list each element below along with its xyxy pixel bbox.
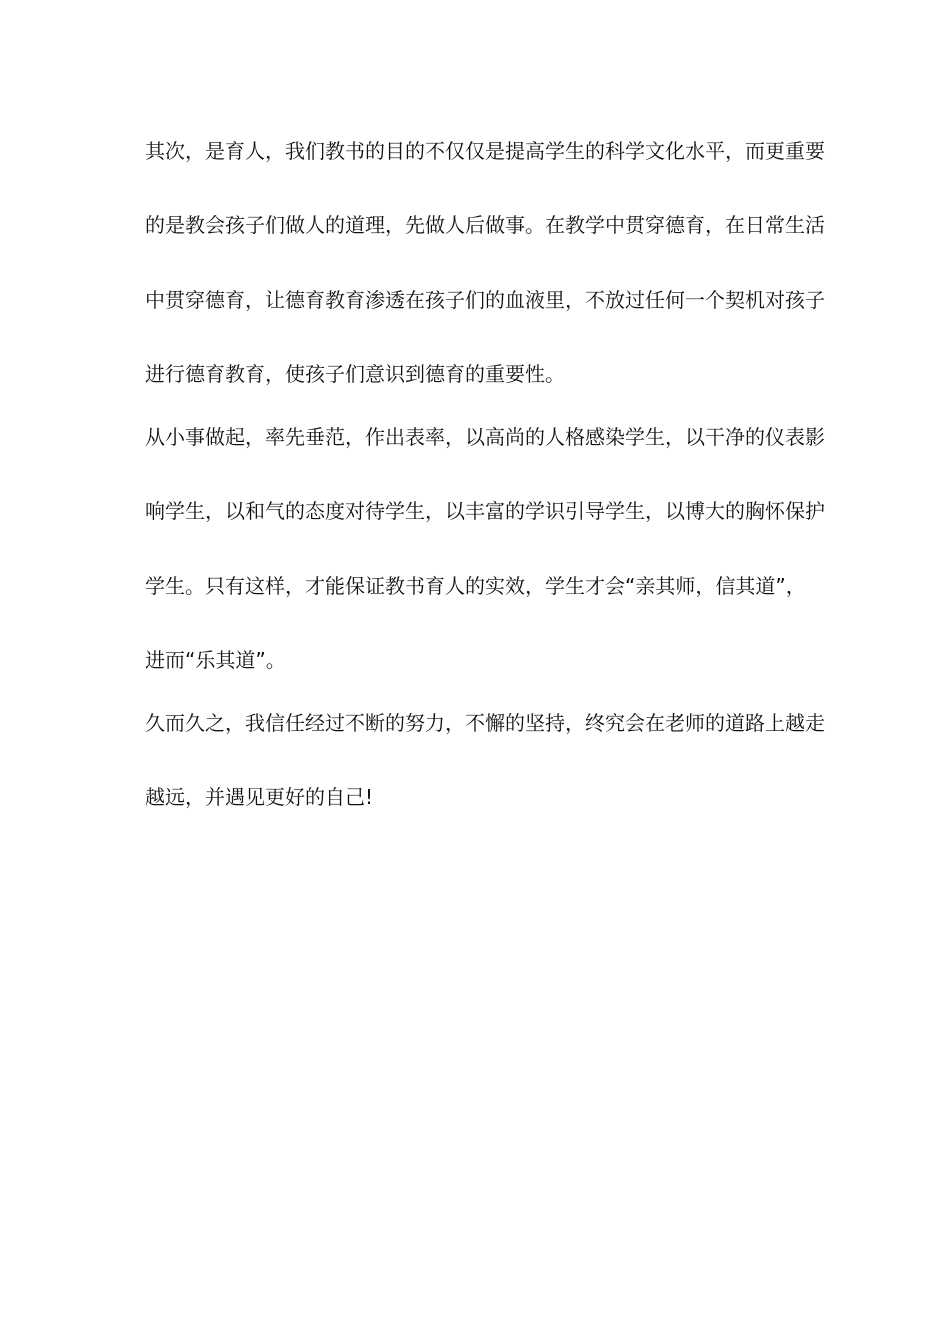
text-line: 久而久之，我信任经过不断的努力，不懈的坚持，终究会在老师的道路上越走: [145, 711, 825, 735]
text-line: 响学生，以和气的态度对待学生，以丰富的学识引导学生，以博大的胸怀保护: [145, 499, 825, 523]
text-line: 从小事做起，率先垂范，作出表率，以高尚的人格感染学生，以干净的仪表影: [145, 425, 825, 449]
text-line: 学生。只有这样，才能保证教书育人的实效，学生才会“亲其师，信其道”，: [145, 574, 806, 598]
text-line: 的是教会孩子们做人的道理，先做人后做事。在教学中贯穿德育，在日常生活: [145, 213, 825, 237]
text-line: 越远，并遇见更好的自己!: [145, 785, 374, 809]
text-line: 其次，是育人，我们教书的目的不仅仅是提高学生的科学文化水平，而更重要: [145, 139, 825, 163]
text-line: 中贯穿德育，让德育教育渗透在孩子们的血液里，不放过任何一个契机对孩子: [145, 288, 825, 312]
text-line: 进行德育教育，使孩子们意识到德育的重要性。: [145, 362, 565, 386]
text-line: 进而“乐其道”。: [145, 648, 286, 672]
